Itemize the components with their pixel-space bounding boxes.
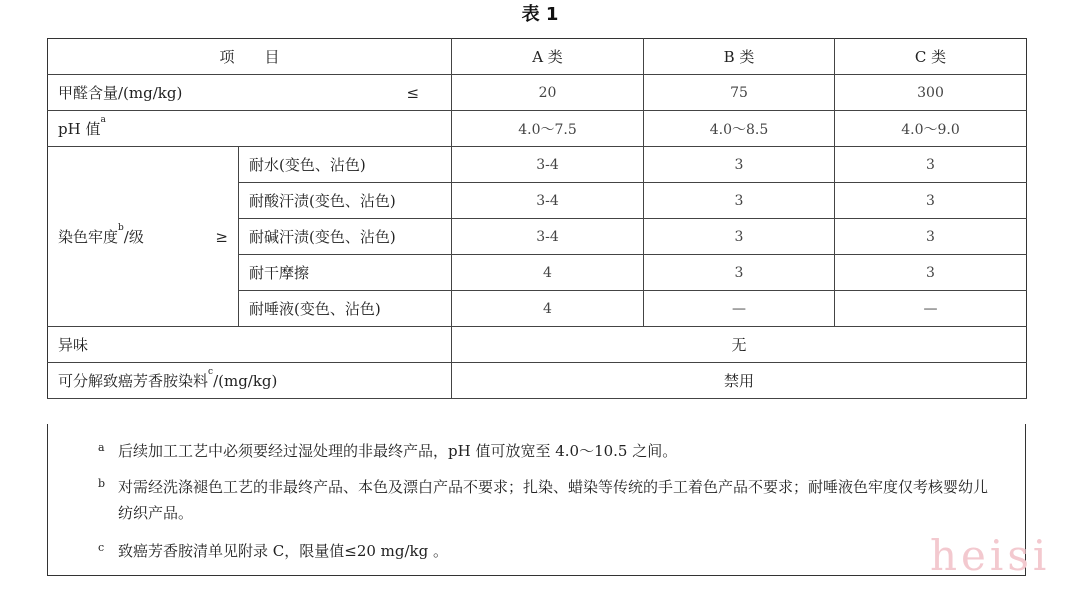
fastness-unit: /级 — [123, 228, 144, 246]
fastness-item-label: 耐唾液(变色、沾色) — [239, 291, 452, 327]
fastness-item-a: 3-4 — [452, 219, 644, 255]
fastness-item-label: 耐干摩擦 — [239, 255, 452, 291]
header-item: 项 目 — [48, 39, 452, 75]
fastness-item-b: — — [644, 291, 835, 327]
azo-label: 可分解致癌芳香胺染料 — [58, 372, 209, 390]
footnote-mark: a — [98, 441, 105, 454]
fastness-item-a: 3-4 — [452, 147, 644, 183]
table-caption: 表 1 — [521, 4, 559, 25]
azo-label-cell — [48, 363, 452, 399]
azo-footnote-mark: c — [208, 367, 214, 377]
header-class-b: B 类 — [644, 39, 835, 75]
fastness-footnote-mark: b — [118, 223, 124, 233]
footnote-b — [98, 474, 998, 526]
footnote-c — [98, 538, 998, 564]
fastness-item-c: 3 — [835, 219, 1027, 255]
fastness-item-b: 3 — [644, 147, 835, 183]
formaldehyde-c: 300 — [835, 75, 1027, 111]
fastness-item-b: 3 — [644, 183, 835, 219]
fastness-item-c: 3 — [835, 183, 1027, 219]
footnote-mark: b — [98, 477, 106, 490]
fastness-label: 染色牢度 — [58, 228, 119, 246]
fastness-item-c: 3 — [835, 255, 1027, 291]
footnote-text: 致癌芳香胺清单见附录 C，限量值≤20 mg/kg 。 — [118, 542, 449, 560]
header-class-c: C 类 — [835, 39, 1027, 75]
fastness-item-b: 3 — [644, 219, 835, 255]
ph-footnote-mark: a — [100, 115, 106, 125]
fastness-item-b: 3 — [644, 255, 835, 291]
ph-label-cell — [48, 111, 452, 147]
footnote-text: 后续加工工艺中必须要经过湿处理的非最终产品，pH 值可放宽至 4.0～10.5 之间。 — [118, 442, 678, 460]
fastness-item-c: 3 — [835, 147, 1027, 183]
footnote-mark: c — [98, 541, 105, 554]
fastness-label-cell — [48, 147, 239, 327]
fastness-operator: ≥ — [215, 227, 228, 246]
footnote-text: 对需经洗涤褪色工艺的非最终产品、本色及漂白产品不要求；扎染、蜡染等传统的手工着色产品不要求；耐唾液色牢度仅考核婴幼儿纺织产品。 — [118, 478, 989, 522]
fastness-item-label: 耐酸汗渍(变色、沾色) — [239, 183, 452, 219]
azo-value: 禁用 — [452, 363, 1027, 399]
fastness-item-label: 耐水(变色、沾色) — [239, 147, 452, 183]
formaldehyde-b: 75 — [644, 75, 835, 111]
ph-b: 4.0～8.5 — [644, 111, 835, 147]
odor-value: 无 — [452, 327, 1027, 363]
fastness-item-a: 4 — [452, 255, 644, 291]
formaldehyde-row — [48, 75, 1027, 111]
formaldehyde-a: 20 — [452, 75, 644, 111]
formaldehyde-operator: ≤ — [406, 83, 420, 102]
azo-unit: /(mg/kg) — [213, 372, 278, 390]
header-class-a: A 类 — [452, 39, 644, 75]
fastness-item-c: — — [835, 291, 1027, 327]
header-row — [48, 39, 1027, 75]
footnote-a — [98, 438, 998, 464]
odor-row — [48, 327, 1027, 363]
fastness-item-a: 4 — [452, 291, 644, 327]
standard-table — [47, 38, 1027, 399]
fastness-item-label: 耐碱汗渍(变色、沾色) — [239, 219, 452, 255]
formaldehyde-label-cell — [48, 75, 452, 111]
ph-row — [48, 111, 1027, 147]
watermark: heisi — [930, 531, 1051, 580]
fastness-item-a: 3-4 — [452, 183, 644, 219]
odor-label: 异味 — [48, 327, 452, 363]
ph-c: 4.0～9.0 — [835, 111, 1027, 147]
azo-row — [48, 363, 1027, 399]
ph-a: 4.0～7.5 — [452, 111, 644, 147]
fastness-row — [48, 147, 1027, 183]
ph-label: pH 值 — [58, 120, 101, 138]
formaldehyde-label: 甲醛含量/(mg/kg) — [58, 84, 183, 102]
footnotes — [47, 424, 1026, 576]
